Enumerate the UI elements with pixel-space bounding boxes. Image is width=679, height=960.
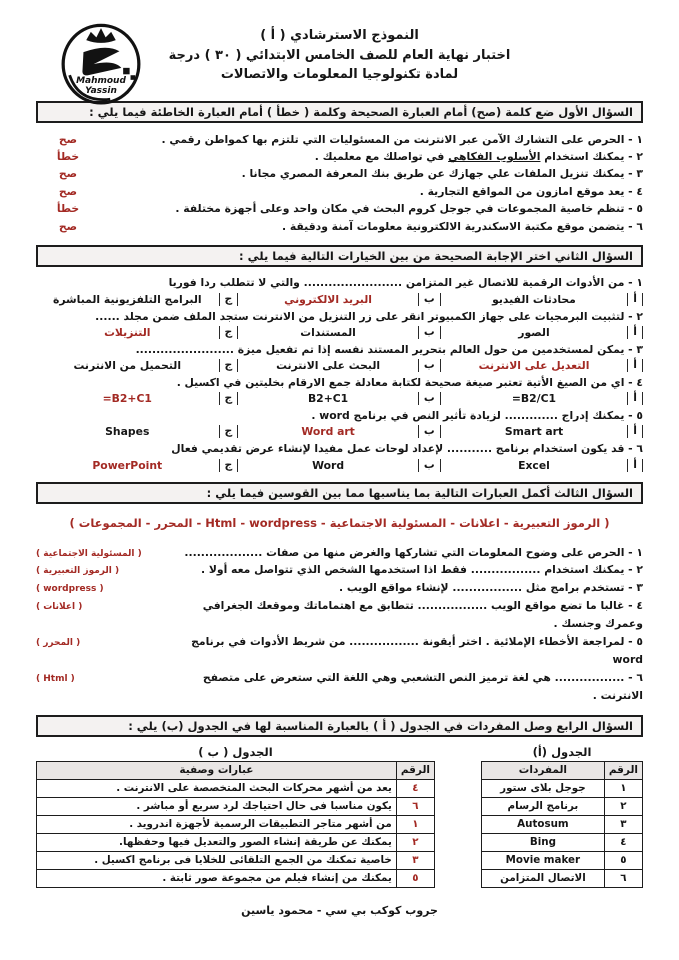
q2-option-b [238,326,440,339]
q1-item-text: ٦ - يتضمن موقع مكتبة الاسكندرية الالكترونية معلومات آمنة ودقيقة . [282,219,643,233]
exam-model-title: النموذج الاسترشادي ( أ ) [260,28,419,43]
table-row: ٥ Movie maker [482,851,643,869]
option-text-correct: Word art [301,425,355,439]
option-letter: ج [219,359,239,372]
q3-item [36,597,643,633]
option-text: المستندات [300,325,356,339]
q1-item [36,148,643,165]
q2-options [36,326,643,339]
table-b-col-num: الرقم [396,761,434,779]
option-text-correct: =B2+C1 [102,392,152,406]
table-row: ٣ خاصية تمكنك من الجمع التلقائى للخلايا فى برنامج اكسيل . [37,851,435,869]
q3-answer: ( الرموز التعبيرية ) [36,566,120,577]
table-row: ٤ Bing [482,833,643,851]
q2-option-c [36,293,238,306]
q3-answer: ( wordpress ) [36,584,104,595]
q1-answer: صح [58,167,78,181]
logo-name [48,76,154,97]
q3-item-text: ١ - الحرص على وضوح المعلومات التي تشاركها والغرض منها من صفات ................... [184,545,643,559]
option-letter: أ [627,326,643,339]
table-row: ٣ Autosum [482,815,643,833]
q1-answer: صح [58,184,78,198]
q1-answer: صح [58,219,78,233]
question2-items [36,275,643,471]
q1-answer: صح [58,132,78,146]
option-text-correct: التنزيلات [104,325,151,339]
option-text: Word [312,458,345,472]
q3-item-text: ٢ - يمكنك استخدام ................. فقط اذا استخدمها الشخص الذي تتواصل معه أولا . [200,563,643,577]
q2-option-b [238,425,440,438]
q2-stem: ١ - من الأدوات الرقمية للاتصال غير المتزامن ........................ والتي لا تتطلب ردا فوريا [168,276,643,290]
option-text: Smart art [504,425,564,439]
logo-name-line2: Yassin [85,86,117,97]
option-letter: أ [627,359,643,372]
answer-number: ١ [396,815,434,833]
q2-options [36,459,643,472]
question3-items [36,544,643,705]
q1-item-text: ٢ - يمكنك استخدام الأسلوب الفكاهي في تواصلك مع معلميك . [314,149,643,163]
logo-name-line1: Mahmoud [76,76,126,86]
table-row: ٦ يكون مناسبا فى حال احتياجك لرد سريع أو مباشر . [37,798,435,816]
option-text: البحث على الانترنت [276,358,381,372]
q3-answer: ( المسئولية الاجتماعية ) [36,548,142,559]
q2-option-c [36,359,238,372]
q3-item-text: ٣ - تستخدم برامج مثل ................. لإنشاء مواقع الويب . [338,581,643,595]
table-b-title: الجدول ( ب ) [198,744,273,759]
option-text-correct: البريد الالكتروني [284,292,372,306]
q2-option-a [441,359,643,372]
option-text: Excel [518,458,550,472]
table-row: ٢ يمكنك عن طريقة إنشاء الصور والتعديل فيها وحفظها. [37,833,435,851]
q2-stem: ٥ - يمكنك إدراج ............. لزيادة تأثير النص في برنامج word . [311,409,643,423]
q2-stem: ٢ - لتثبيت البرمجيات على جهاز الكمبيوتر انقر على زر التنزيل من الانترنت ستجد الملف ضمن مجلد ...... [95,309,643,323]
q3-answer: ( اعلانات ) [36,602,83,613]
option-letter: أ [627,392,643,405]
q1-item [36,200,643,217]
logo [48,20,154,116]
option-text: الصور [518,325,550,339]
option-text: =B2/C1 [511,392,557,406]
q3-answer: ( Html ) [36,674,75,685]
q2-option-c [36,326,238,339]
table-b-col-desc: عبارات وصفية [37,761,397,779]
calligraphy-logo-icon [48,20,154,112]
q1-answer: خطأ [56,202,80,216]
q3-item [36,579,643,597]
q2-stem: ٦ - قد يكون استخدام برنامج ........... لإعداد لوحات عمل مفيدا لإنشاء عرض تقديمي فعال [171,442,643,456]
exam-subject-title: لمادة تكنولوجيا المعلومات والاتصالات [220,67,459,82]
q3-word-bank: ( الرموز التعبيرية - اعلانات - المسئولية الاجتماعية - Html - wordpress - المحرر - المجموعات ) [69,515,610,530]
q3-item-text: ٦ - ................. هي لغة ترميز النص التشعبي وهي اللغة التي ستعرض على متصفح الانترنت . [202,671,643,702]
q1-item [36,218,643,235]
question1-header: السؤال الأول ضع كلمة (صح) أمام العبارة الصحيحة وكلمة ( خطأ ) أمام العبارة الخاطئة فيما يلي : [36,101,643,123]
q2-stem: ٤ - اي من الصيغ الأتية تعتبر صيغة صحيحة لكتابة معادلة جمع الارقام بخليتين في اكسيل . [176,375,643,389]
table-a-col-num: الرقم [604,761,642,779]
option-text: البرامج التلفزيونية المباشرة [52,292,202,306]
q3-item [36,669,643,705]
table-row: ١ جوجل بلاى ستور [482,780,643,798]
option-text-correct: PowerPoint [92,458,163,472]
option-letter: ج [219,293,239,306]
option-letter: ج [219,459,239,472]
q2-options [36,293,643,306]
q2-option-a [441,392,643,405]
q3-item [36,544,643,562]
table-a-header-row [482,761,643,779]
option-letter: ب [418,459,441,472]
q2-options [36,392,643,405]
q3-item [36,633,643,669]
q2-stem: ٣ - يمكن لمستخدمين من حول العالم بتحرير المستند نفسه إذا تم تفعيل ميزة ........................ [135,342,643,356]
q2-option-c [36,459,238,472]
table-a-title: الجدول (أ) [532,744,592,759]
option-letter: ب [418,359,441,372]
q3-item-text: ٤ - غالبا ما تضع مواقع الويب ................. تتطابق مع اهتماماتك وموقعك الجغرافي وعمرك وجنسك . [202,599,643,631]
table-row: ٤ يعد من أشهر محركات البحث المتخصصة على الانترنت . [37,780,435,798]
question3-header: السؤال الثالث أكمل العبارات التالية بما يناسبها مما بين القوسين فيما يلي : [36,482,643,504]
footer-credit: جروب كوكب بي سي - محمود ياسين [241,903,438,917]
q1-item [36,165,643,182]
answer-number: ٦ [396,798,434,816]
option-letter: أ [627,425,643,438]
q1-item-text: ٥ - تنظم خاصية المجموعات في جوجل كروم البحث في مكان واحد وعلى أجهزة مختلفة . [175,202,643,216]
q3-item-text: ٥ - لمراجعة الأخطاء الإملائية . اختر أيقونة ................. من شريط الأدوات في برنامج word [191,635,643,667]
q1-item [36,183,643,200]
answer-number: ٤ [396,780,434,798]
q1-item-text: ٤ - يعد موقع امازون من المواقع التجارية . [419,184,643,198]
q1-item-text: ٣ - يمكنك تنزيل الملفات علي جهازك عن طريق بنك المعرفة المصري مجانا . [241,167,643,181]
option-letter: ج [219,392,239,405]
q1-item [36,131,643,148]
q4-tables [36,745,643,888]
table-a-col-words: المفردات [482,761,605,779]
option-text: Shapes [105,425,150,439]
table-b-header-row [37,761,435,779]
option-letter: ب [418,392,441,405]
table-row: ٥ يمكنك من إنشاء فيلم من مجموعة صور ثابتة . [37,869,435,887]
option-letter: ج [219,326,239,339]
q2-option-a [441,293,643,306]
q1-item-text: ١ - الحرص على التشارك الآمن عبر الانترنت من المسئوليات التي تلتزم بها كمواطن رقمي . [161,132,643,146]
option-letter: ب [418,326,441,339]
q2-option-b [238,459,440,472]
q2-option-b [238,293,440,306]
option-letter: أ [627,293,643,306]
question1-items [36,131,643,236]
option-letter: ج [219,425,239,438]
q2-options [36,359,643,372]
answer-number: ٥ [396,869,434,887]
q2-option-c [36,425,238,438]
option-letter: ب [418,425,441,438]
q2-option-c [36,392,238,405]
table-b-wrap [36,745,435,888]
exam-grade-title: اختبار نهاية العام للصف الخامس الابتدائي ( ٣٠ ) درجة [168,47,511,63]
answer-number: ٣ [396,851,434,869]
answer-number: ٢ [396,833,434,851]
table-row: ٢ برنامج الرسام [482,798,643,816]
option-text: التحميل من الانترنت [73,358,182,372]
table-row: ١ من أشهر متاجر التطبيقات الرسمية لأجهزة اندرويد . [37,815,435,833]
option-text: B2+C1 [307,392,349,406]
q2-option-b [238,392,440,405]
q2-options [36,425,643,438]
question2-header: السؤال الثاني اختر الإجابة الصحيحة من بين الخيارات التالية فيما يلي : [36,245,643,267]
q1-answer: خطأ [56,149,80,163]
table-row: ٦ الاتصال المتزامن [482,869,643,887]
table-b [36,761,435,888]
option-text-correct: التعديل على الانترنت [478,358,590,372]
option-letter: أ [627,459,643,472]
table-a-wrap [481,745,643,888]
option-text: محادثات الفيديو [492,292,576,306]
question4-header: السؤال الرابع وصل المفردات في الجدول ( أ ) بالعبارة المناسبة لها في الجدول (ب) يلي : [36,715,643,737]
q2-option-a [441,459,643,472]
option-letter: ب [418,293,441,306]
q3-item [36,561,643,579]
q2-option-a [441,425,643,438]
q2-option-b [238,359,440,372]
table-a [481,761,643,888]
q3-answer: ( المحرر ) [36,638,81,649]
q2-option-a [441,326,643,339]
